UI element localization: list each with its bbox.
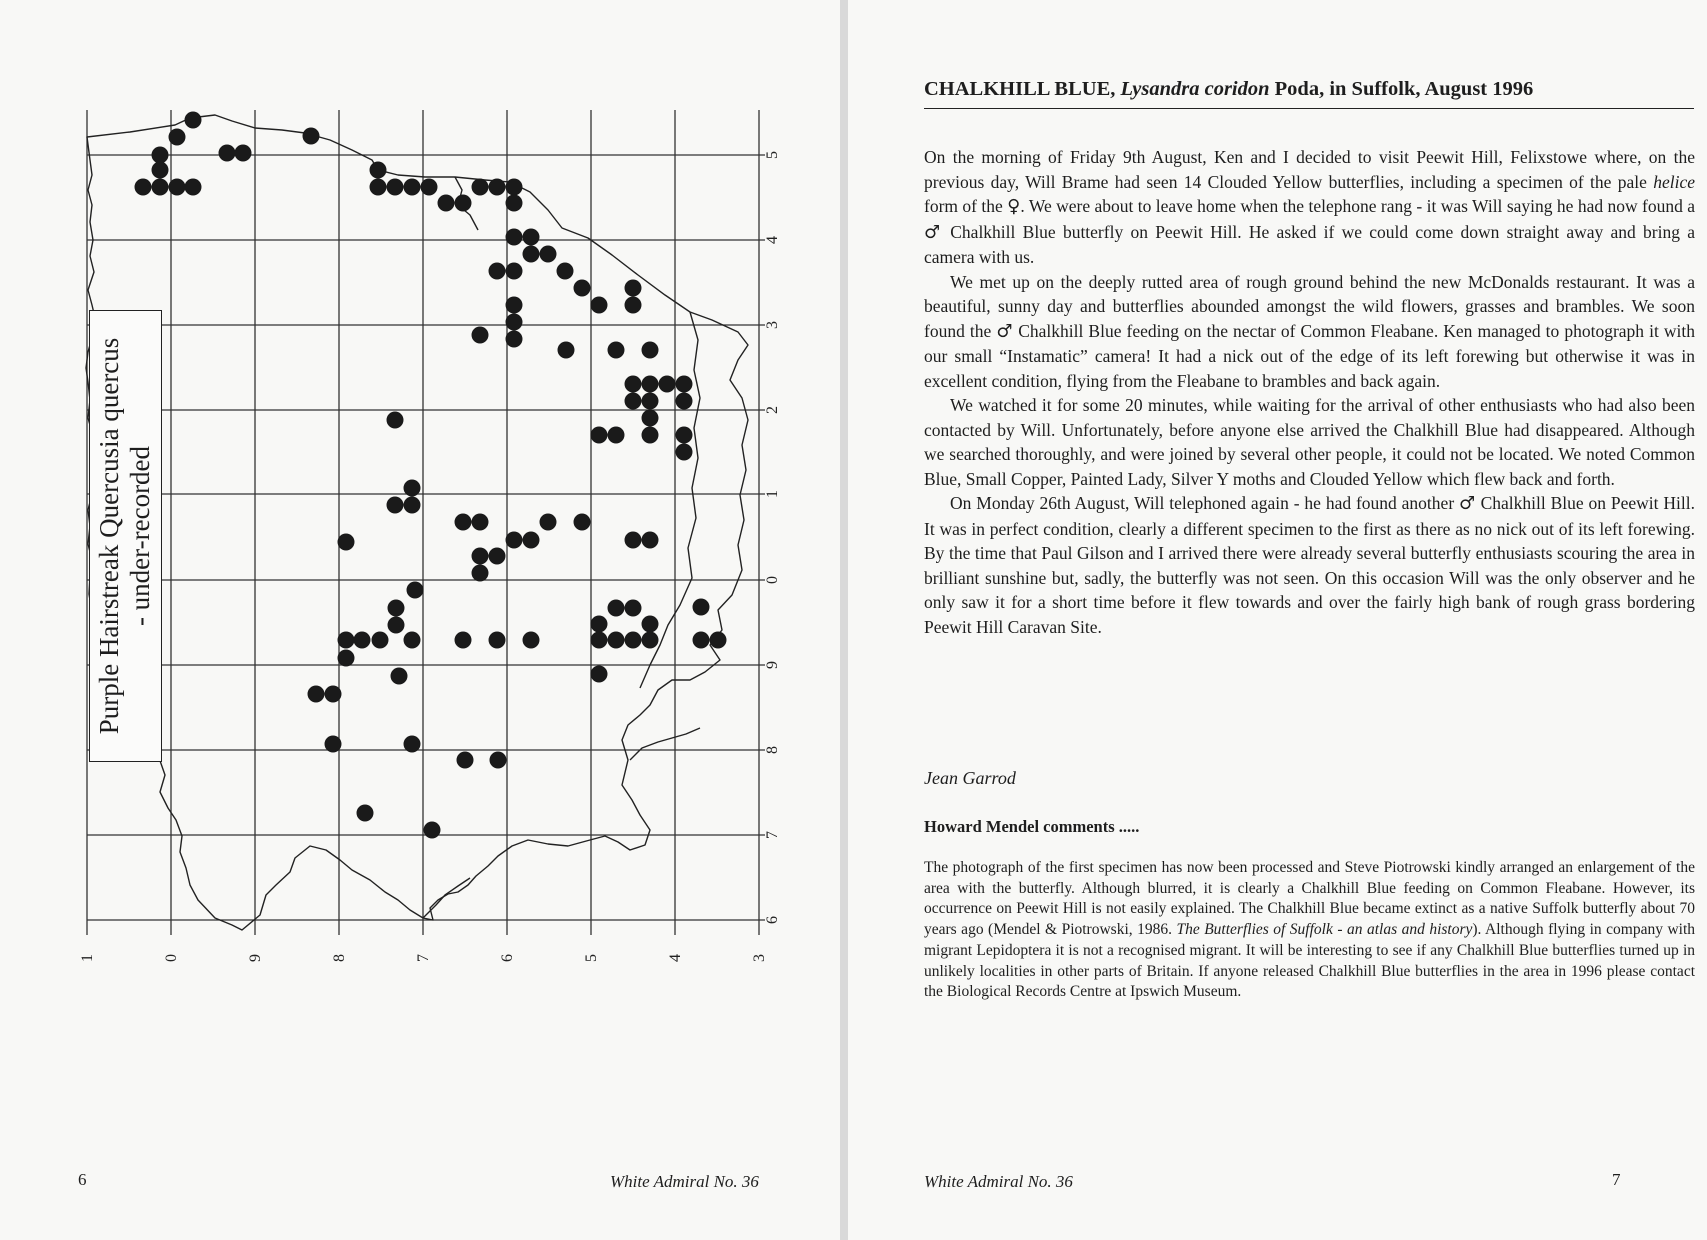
record-dot (490, 752, 507, 769)
record-dot (642, 616, 659, 633)
record-dot (523, 229, 540, 246)
title-rule (924, 108, 1694, 109)
record-dot (438, 195, 455, 212)
right-page (848, 0, 1707, 1240)
record-dot (152, 162, 169, 179)
record-dot (370, 162, 387, 179)
grid-label-right: 6 (764, 916, 781, 924)
record-dot (506, 532, 523, 549)
gutter (840, 0, 848, 1240)
record-dot (710, 632, 727, 649)
p4-text-b: Chalkhill Blue on Peewit Hill. It was in perfect condition, clearly a different specimen to the first as there as no nick out of its left forewing. By the time that Paul Gilson and I arrived there were already several butterfly enthusiasts scouring the area in brilliant sunshine but, sadly, the butterfly was not seen. On this occasion Will was the only observer and he only saw it for a short time before it flew towards and over the fairly high bank of rough grass bordering Peewit Hill Caravan Site. (924, 493, 1696, 637)
record-dot (523, 246, 540, 263)
record-dot (625, 632, 642, 649)
record-dot (574, 280, 591, 297)
record-dot (506, 297, 523, 314)
article-body (924, 145, 1695, 639)
record-dot (457, 752, 474, 769)
comments-body (924, 858, 1695, 1003)
record-dot (642, 632, 659, 649)
page-number-right: 7 (1612, 1170, 1621, 1189)
record-dot (169, 179, 186, 196)
record-dot (557, 263, 574, 280)
record-dot (472, 514, 489, 531)
article-title (924, 78, 1704, 101)
record-dot (642, 376, 659, 393)
record-dot (338, 632, 355, 649)
record-dot (506, 263, 523, 280)
grid-label-bottom: 6 (499, 954, 516, 962)
grid-label-bottom: 0 (163, 954, 180, 962)
record-dot (354, 632, 371, 649)
record-dot (235, 145, 252, 162)
record-dot (625, 532, 642, 549)
record-dot (676, 393, 693, 410)
p4-text-a: On Monday 26th August, Will telephoned again - he had found another (950, 493, 1460, 513)
male-symbol: ♂ (924, 221, 944, 243)
comments-paragraph (924, 858, 1695, 1003)
paragraph-4 (924, 491, 1695, 639)
record-dot (421, 179, 438, 196)
record-dot (387, 497, 404, 514)
record-dot (303, 128, 320, 145)
male-symbol: ♂ (1459, 493, 1476, 514)
record-dot (608, 632, 625, 649)
record-dot (455, 195, 472, 212)
record-dot (591, 297, 608, 314)
record-dot (523, 632, 540, 649)
page-number-left: 6 (78, 1170, 87, 1189)
record-dot (506, 229, 523, 246)
record-dot (642, 342, 659, 359)
p1-text-a: On the morning of Friday 9th August, Ken and I decided to visit Peewit Hill, Felixstowe where, on the previous day, Will Brame had seen 14 Clouded Yellow butterflies, including a specimen of the pale (924, 147, 1695, 192)
record-dot (506, 331, 523, 348)
grid-label-bottom: 5 (583, 954, 600, 962)
p1-text-d: Chalkhill Blue butterfly on Peewit Hill. He asked if we could come down straight away and bring a camera with us. (924, 221, 1696, 267)
record-dot (540, 246, 557, 263)
grid-label-right: 7 (764, 831, 781, 839)
record-dot (523, 532, 540, 549)
p2-text-a: We met up on the deeply rutted area of rough ground behind the new McDonalds restaurant. It was a beautiful, sunny day and butterflies abounded amongst the wild flowers, grasses and brambles. We soon found the (924, 271, 1695, 341)
map-grid (87, 110, 765, 935)
record-dot (404, 736, 421, 753)
record-dot (506, 195, 523, 212)
record-dot (489, 632, 506, 649)
record-dot (625, 297, 642, 314)
record-dot (404, 497, 421, 514)
grid-label-right: 1 (764, 490, 781, 498)
record-dot (357, 805, 374, 822)
record-dot (185, 179, 202, 196)
record-dot (308, 686, 325, 703)
p1-italic: helice (1653, 171, 1695, 192)
record-dot (693, 632, 710, 649)
record-dot (591, 427, 608, 444)
record-dot (625, 376, 642, 393)
female-symbol: ♀ (1007, 196, 1021, 217)
comments-text-a: The photograph of the first specimen has now been processed and Steve Piotrowski kindly arranged an enlargement of the area with the butterfly. Although blurred, it is clearly a Chalkhill Blue feeding on Common Fleabane. However, its occurrence on Peewit Hill is not easily explained. The Chalkhill Blue became extinct as a native Suffolk butterfly about 70 years ago (Mendel & Piotrowski, 1986. (924, 859, 1695, 939)
record-dot (489, 179, 506, 196)
running-title-right: White Admiral No. 36 (924, 1172, 1073, 1191)
record-dot (591, 632, 608, 649)
record-dot (338, 650, 355, 667)
record-dot (338, 534, 355, 551)
grid-labels-bottom (79, 954, 768, 962)
comments-heading: Howard Mendel comments ..... (924, 817, 1140, 836)
p2-text-b: Chalkhill Blue feeding on the nectar of Common Fleabane. Ken managed to photograph it with our small “Instamatic” camera! It had a nick out of the edge of its left forewing but otherwise it was in excellent condition, flying from the Fleabane to brambles and back again. (924, 320, 1695, 391)
record-dot (676, 376, 693, 393)
grid-label-right: 5 (764, 151, 781, 159)
record-dot (325, 736, 342, 753)
paragraph-1 (924, 145, 1695, 270)
record-dot (676, 444, 693, 461)
grid-label-bottom: 8 (331, 954, 348, 962)
male-symbol: ♂ (996, 320, 1014, 342)
record-dot (135, 179, 152, 196)
record-dot (506, 314, 523, 331)
record-dot (388, 617, 405, 634)
grid-label-right: 9 (764, 661, 781, 669)
comments-italic: The Butterflies of Suffolk - an atlas and history (1176, 921, 1473, 939)
grid-label-right: 2 (764, 406, 781, 414)
grid-label-bottom: 7 (415, 954, 432, 962)
record-dot (185, 112, 202, 129)
record-dot (325, 686, 342, 703)
record-dot (169, 129, 186, 146)
suffolk-outline (86, 115, 748, 930)
record-dot (472, 548, 489, 565)
record-dot (693, 599, 710, 616)
paragraph-2 (924, 270, 1695, 394)
grid-label-right: 8 (764, 746, 781, 754)
grid-label-right: 0 (764, 576, 781, 584)
record-dot (472, 565, 489, 582)
record-dot (370, 179, 387, 196)
grid-label-bottom: 3 (751, 954, 768, 962)
p1-text-c: . We were about to leave home when the telephone rang - it was Will saying he had now found a (1020, 196, 1696, 216)
record-dot (489, 263, 506, 280)
record-dot (540, 514, 557, 531)
record-dot (625, 280, 642, 297)
record-dot (219, 145, 236, 162)
grid-label-bottom: 9 (247, 954, 264, 962)
left-page (0, 0, 840, 1240)
record-dot (472, 179, 489, 196)
record-dot (455, 514, 472, 531)
record-dot (608, 427, 625, 444)
record-dot (659, 376, 676, 393)
record-dot (642, 410, 659, 427)
author: Jean Garrod (924, 768, 1016, 788)
record-dot (372, 632, 389, 649)
record-dot (608, 600, 625, 617)
title-rest: Poda, in Suffolk, August 1996 (1269, 78, 1534, 100)
record-dot (642, 393, 659, 410)
record-dot (404, 179, 421, 196)
record-dot (387, 179, 404, 196)
record-dot (407, 582, 424, 599)
record-dot (642, 532, 659, 549)
record-dot (424, 822, 441, 839)
record-dot (404, 632, 421, 649)
record-dot (591, 666, 608, 683)
map-caption (94, 338, 156, 735)
record-dot (625, 393, 642, 410)
record-dot (558, 342, 575, 359)
record-dot (387, 412, 404, 429)
record-dot (152, 179, 169, 196)
record-dot (676, 427, 693, 444)
record-dot (391, 668, 408, 685)
map-caption-line1: Purple Hairstreak Quercusia quercus (94, 337, 124, 735)
record-dot (152, 147, 169, 164)
record-dot (388, 600, 405, 617)
running-title-left: White Admiral No. 36 (610, 1172, 759, 1191)
record-dot (625, 600, 642, 617)
title-italic: Lysandra coridon (1120, 78, 1270, 100)
grid-label-bottom: 1 (79, 954, 96, 962)
record-dot (506, 179, 523, 196)
record-dot (574, 514, 591, 531)
record-dot (642, 427, 659, 444)
record-dots (135, 112, 727, 839)
title-plain: CHALKHILL BLUE, (924, 78, 1121, 100)
record-dot (404, 480, 421, 497)
comments-text-b: ). Although flying in company with migrant Lepidoptera it is not a recognised migrant. It will be interesting to see if any Chalkhill Blue butterflies turned up in unlikely localities in other parts of Britain. If anyone released Chalkhill Blue butterflies in the area in 1996 please contact the Biological Records Centre at Ipswich Museum. (924, 921, 1695, 1001)
grid-labels-right (764, 151, 781, 924)
paragraph-3: We watched it for some 20 minutes, while waiting for the arrival of other enthusiasts who had also been contacted by Will. Unfortunately, before anyone else arrived the Chalkhill Blue had disappeared. Although we searched thoroughly, and were joined by several other people, it could not be located. We noted Common Blue, Small Copper, Painted Lady, Silver Y moths and Clouded Yellow which flew back and forth. (924, 395, 1695, 489)
grid-label-right: 3 (764, 321, 781, 329)
grid-label-bottom: 4 (667, 954, 684, 962)
record-dot (591, 616, 608, 633)
p1-text-b: form of the (924, 196, 1008, 216)
map-caption-line2: - under-recorded (125, 445, 155, 627)
record-dot (472, 327, 489, 344)
record-dot (608, 342, 625, 359)
grid-label-right: 4 (764, 236, 781, 244)
record-dot (455, 632, 472, 649)
record-dot (489, 548, 506, 565)
